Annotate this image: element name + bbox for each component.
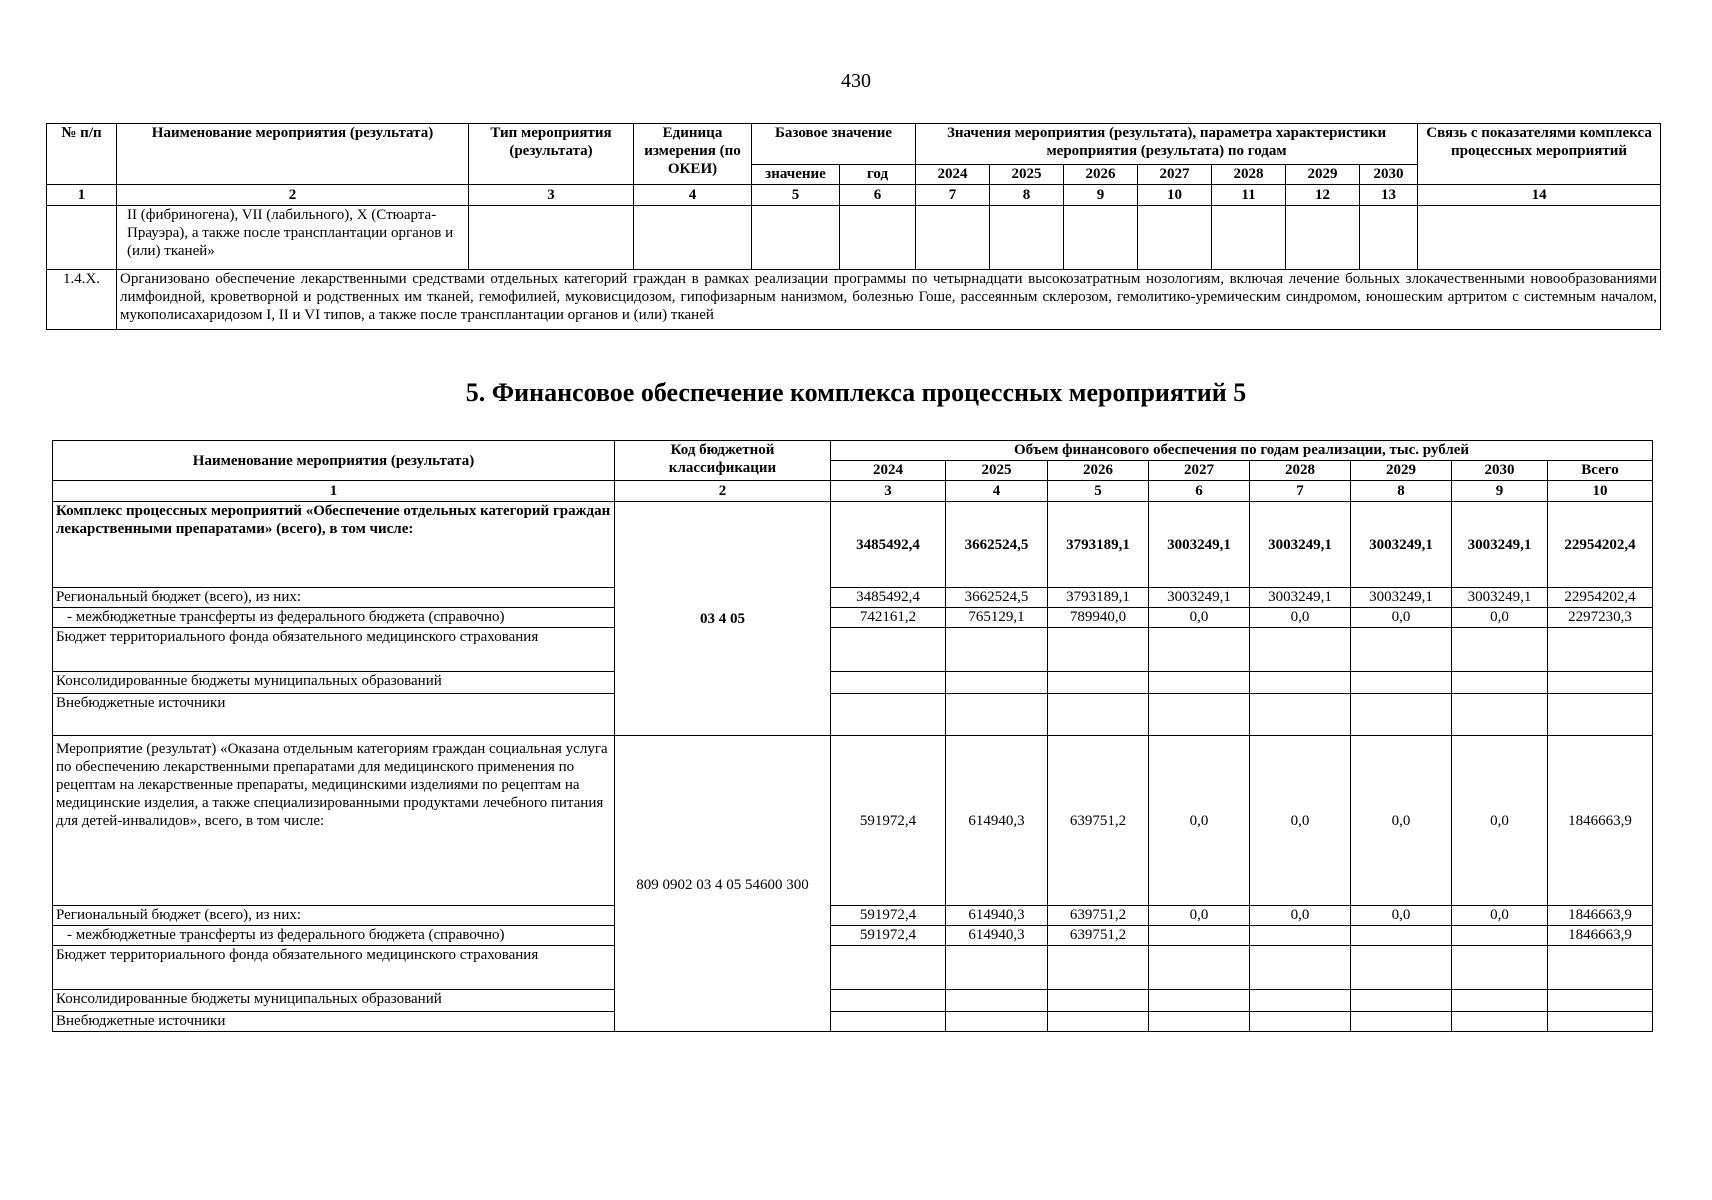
value-cell: 3003249,1 [1149,502,1250,588]
value-cell: 639751,2 [1048,736,1149,906]
value-cell: 3793189,1 [1048,502,1149,588]
value-cell: 614940,3 [946,906,1048,926]
column-number: 4 [634,185,752,206]
value-cell [1351,926,1452,946]
row-name: Региональный бюджет (всего), из них: [53,906,615,926]
table-row [53,990,1653,1012]
year-header: 2027 [1149,461,1250,481]
col-name-header: Наименование мероприятия (результата) [53,441,615,481]
table-row [53,588,1653,608]
column-number-row [47,185,1661,206]
value-cell: 0,0 [1452,608,1548,628]
value-cell: 22954202,4 [1548,588,1653,608]
row-name: Бюджет территориального фонда обязательного медицинского страхования [53,628,615,672]
column-number: 7 [916,185,990,206]
value-cell: 0,0 [1250,906,1351,926]
value-cell [1250,926,1351,946]
page-number: 430 [841,70,871,92]
value-cell: 3003249,1 [1452,502,1548,588]
value-cell: 3003249,1 [1351,502,1452,588]
value-cell: 3003249,1 [1149,588,1250,608]
table-row [53,694,1653,736]
col-base-header: Базовое значение [752,124,916,165]
row-name: Комплекс процессных мероприятий «Обеспечение отдельных категорий граждан лекарственными препаратами» (всего), в том числе: [53,502,615,588]
value-cell: 3003249,1 [1250,502,1351,588]
value-cell [1452,926,1548,946]
value-cell: 0,0 [1149,906,1250,926]
column-number: 3 [469,185,634,206]
value-cell: 591972,4 [831,926,946,946]
year-header: 2026 [1064,165,1138,185]
value-cell: 3485492,4 [831,588,946,608]
financing-table [52,440,1653,1032]
value-cell: 614940,3 [946,736,1048,906]
year-header: 2027 [1138,165,1212,185]
col-type-header: Тип мероприятия (результата) [469,124,634,185]
table-row [53,502,1653,588]
value-cell: 0,0 [1351,906,1452,926]
col-base-year-header: год [840,165,916,185]
row-name: Бюджет территориального фонда обязательного медицинского страхования [53,946,615,990]
value-cell: 3662524,5 [946,502,1048,588]
events-table [46,123,1661,330]
value-cell: 1846663,9 [1548,736,1653,906]
value-cell: 2297230,3 [1548,608,1653,628]
column-number: 2 [117,185,469,206]
value-cell: 1846663,9 [1548,926,1653,946]
row-name: - межбюджетные трансферты из федерального бюджета (справочно) [53,926,615,946]
column-number: 3 [831,481,946,502]
value-cell: 0,0 [1452,736,1548,906]
table-row [53,736,1653,906]
column-number: 5 [752,185,840,206]
value-cell: 765129,1 [946,608,1048,628]
value-cell: 3662524,5 [946,588,1048,608]
budget-code: 03 4 05 [615,502,831,736]
column-number: 1 [47,185,117,206]
year-header: 2028 [1212,165,1286,185]
row-name: Консолидированные бюджеты муниципальных образований [53,990,615,1012]
value-cell: 0,0 [1452,906,1548,926]
value-cell: 591972,4 [831,736,946,906]
row-name: Региональный бюджет (всего), из них: [53,588,615,608]
column-number: 10 [1548,481,1653,502]
row-name: Мероприятие (результат) «Оказана отдельным категориям граждан социальная услуга по обеспечению лекарственными препаратами для медицинского применения по рецептам на лекарственные препараты, медицинскими изделиями по рецептам на медицинские изделия, а также специализированными продуктами лечебного питания для детей-инвалидов», всего, в том числе: [53,736,615,906]
table-row [53,906,1653,926]
col-values-header: Значения мероприятия (результата), параметра характеристики мероприятия (результата) по годам [916,124,1418,165]
table-row [53,926,1653,946]
year-header: 2025 [946,461,1048,481]
row-name: Консолидированные бюджеты муниципальных образований [53,672,615,694]
value-cell: 614940,3 [946,926,1048,946]
column-number: 6 [840,185,916,206]
year-header: 2030 [1360,165,1418,185]
table-row [47,206,1661,270]
value-cell: 0,0 [1250,736,1351,906]
value-cell: 3793189,1 [1048,588,1149,608]
value-cell: 0,0 [1351,736,1452,906]
column-number: 12 [1286,185,1360,206]
row-continuation-text: II (фибриногена), VII (лабильного), X (Стюарта-Прауэра), а также после трансплантации органов и (или) тканей» [117,206,469,270]
column-number: 2 [615,481,831,502]
value-cell: 0,0 [1149,736,1250,906]
column-number: 6 [1149,481,1250,502]
row-name: - межбюджетные трансферты из федерального бюджета (справочно) [53,608,615,628]
year-header: 2026 [1048,461,1149,481]
column-number: 8 [1351,481,1452,502]
column-number: 13 [1360,185,1418,206]
value-cell: 3003249,1 [1250,588,1351,608]
budget-code [615,736,831,1032]
row-name: Внебюджетные источники [53,694,615,736]
column-number: 8 [990,185,1064,206]
column-number-row [53,481,1653,502]
year-header: 2025 [990,165,1064,185]
value-cell: 0,0 [1149,608,1250,628]
year-header: 2024 [916,165,990,185]
year-header: 2029 [1286,165,1360,185]
value-cell: 591972,4 [831,906,946,926]
year-header: 2028 [1250,461,1351,481]
column-number: 4 [946,481,1048,502]
column-number: 9 [1064,185,1138,206]
value-cell: 0,0 [1250,608,1351,628]
column-number: 5 [1048,481,1149,502]
value-cell: 1846663,9 [1548,906,1653,926]
table-row [47,270,1661,330]
value-cell: 742161,2 [831,608,946,628]
col-num-header: № п/п [47,124,117,185]
value-cell: 639751,2 [1048,926,1149,946]
value-cell: 3003249,1 [1351,588,1452,608]
total-header: Всего [1548,461,1653,481]
col-unit-header: Единица измерения (по ОКЕИ) [634,124,752,185]
table-row [53,628,1653,672]
row-name: Внебюджетные источники [53,1012,615,1032]
row-14x-text: Организовано обеспечение лекарственными средствами отдельных категорий граждан в рамках реализации программы по четырнадцати высокозатратным нозологиям, включая лечение больных злокачественными новообразованиями лимфоидной, кроветворной и родственных им тканей, гемофилией, муковисцидозом, гипофизарным нанизмом, болезнью Гоше, рассеянным склерозом, гемолитико-уремическим синдромом, юношеским артритом с системным началом, мукополисахаридозом I, II и VI типов, а также после трансплантации органов и (или) тканей [117,270,1661,330]
column-number: 10 [1138,185,1212,206]
col-link-header: Связь с показателями комплекса процессных мероприятий [1418,124,1661,185]
column-number: 7 [1250,481,1351,502]
column-number: 9 [1452,481,1548,502]
table-row [53,672,1653,694]
year-header: 2024 [831,461,946,481]
col-name-header: Наименование мероприятия (результата) [117,124,469,185]
col-volume-header: Объем финансового обеспечения по годам реализации, тыс. рублей [831,441,1653,461]
row-number: 1.4.X. [47,270,117,330]
table-row [53,1012,1653,1032]
column-number: 1 [53,481,615,502]
value-cell: 3485492,4 [831,502,946,588]
col-code-header: Код бюджетной классификации [615,441,831,481]
value-cell: 22954202,4 [1548,502,1653,588]
value-cell: 0,0 [1351,608,1452,628]
section-title: 5. Финансовое обеспечение комплекса процессных мероприятий 5 [465,378,1247,407]
budget-code-text: 809 0902 03 4 05 54600 300 [636,877,809,893]
year-header: 2030 [1452,461,1548,481]
column-number: 14 [1418,185,1661,206]
table-row [53,608,1653,628]
value-cell: 789940,0 [1048,608,1149,628]
table-row [53,946,1653,990]
column-number: 11 [1212,185,1286,206]
col-base-value-header: значение [752,165,840,185]
year-header: 2029 [1351,461,1452,481]
value-cell [1149,926,1250,946]
value-cell: 639751,2 [1048,906,1149,926]
value-cell: 3003249,1 [1452,588,1548,608]
